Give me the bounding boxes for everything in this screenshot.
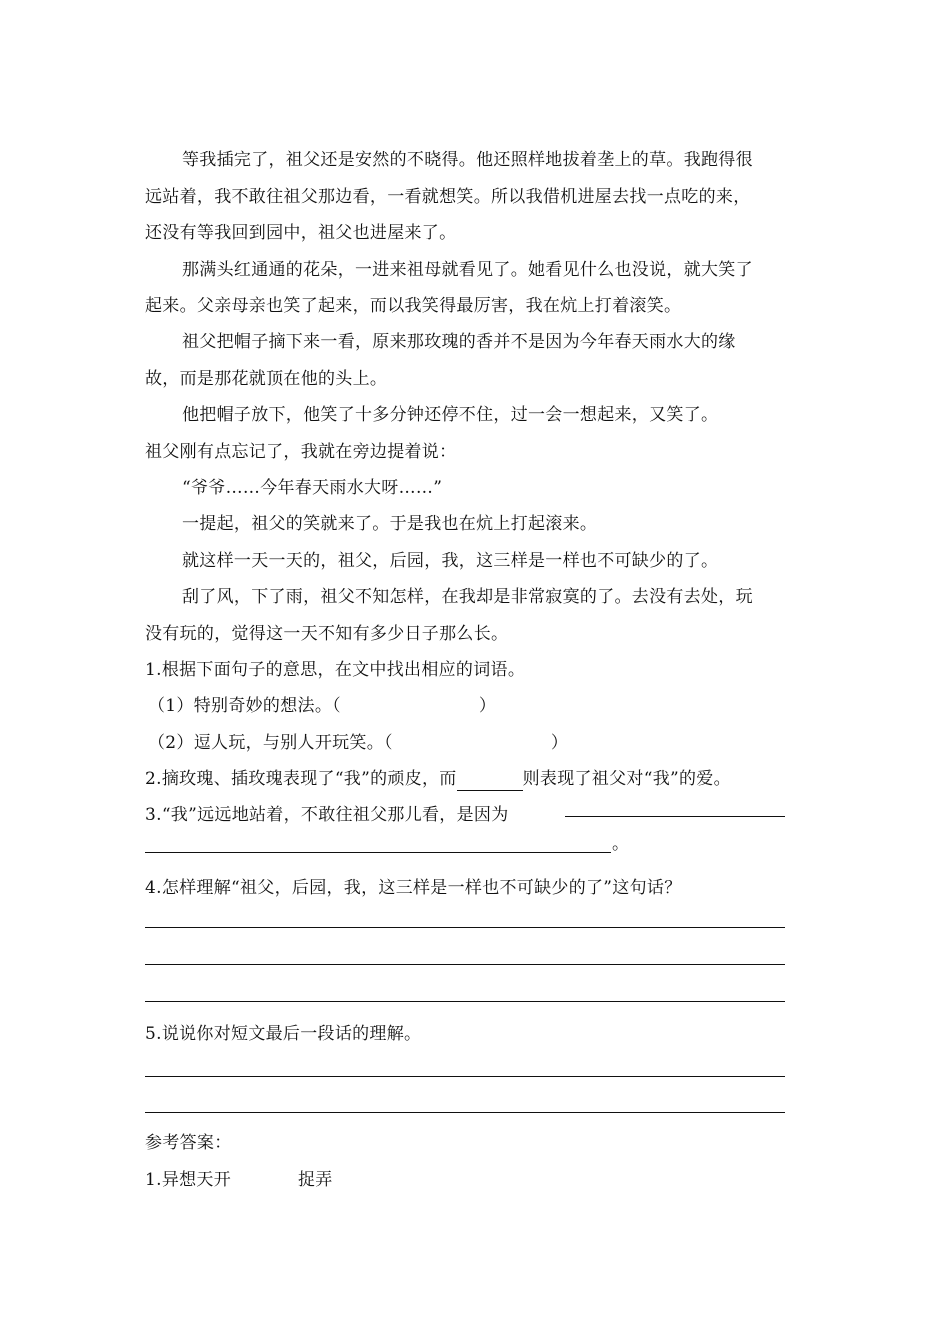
passage-line: 没有玩的，觉得这一天不知有多少日子那么长。	[145, 624, 509, 644]
answer-line-3b[interactable]	[145, 852, 611, 853]
close-paren: ）	[550, 733, 569, 753]
question-2-text-b: 则表现了祖父对“我”的爱。	[522, 769, 731, 789]
passage-line: 远站着，我不敢往祖父那边看，一看就想笑。所以我借机进屋去找一点吃的来，	[145, 187, 751, 207]
question-5: 5.说说你对短文最后一段话的理解。	[145, 1024, 422, 1044]
question-1: 1.根据下面句子的意思，在文中找出相应的词语。	[145, 660, 526, 680]
question-3: 3.“我”远远地站着，不敢往祖父那儿看，是因为	[145, 805, 509, 825]
passage-line: 等我插完了，祖父还是安然的不晓得。他还照样地拔着垄上的草。我跑得很	[182, 150, 753, 170]
passage-line: 就这样一天一天的，祖父，后园，我，这三样是一样也不可缺少的了。	[182, 551, 719, 571]
question-1-2-text: （2）逗人玩，与别人开玩笑。（	[148, 733, 393, 753]
answer-1a: 1.异想天开	[145, 1170, 232, 1190]
passage-line: 还没有等我回到园中，祖父也进屋来了。	[145, 223, 457, 243]
passage-line: 故，而是那花就顶在他的头上。	[145, 369, 388, 389]
passage-line: “爷爷……今年春天雨水大呀……”	[182, 478, 443, 498]
question-2-text-a: 2.摘玫瑰、插玫瑰表现了“我”的顽皮，而	[145, 769, 457, 789]
period: 。	[612, 834, 630, 854]
answer-1b: 捉弄	[298, 1170, 333, 1190]
answer-line-5a[interactable]	[145, 1076, 785, 1077]
answer-blank-2[interactable]	[457, 772, 523, 791]
answers-heading: 参考答案：	[145, 1133, 232, 1153]
passage-line: 刮了风，下了雨，祖父不知怎样，在我却是非常寂寞的了。去没有去处，玩	[182, 587, 753, 607]
answer-line-4a[interactable]	[145, 927, 785, 928]
answer-line-4c[interactable]	[145, 1001, 785, 1002]
question-1-1-text: （1）特别奇妙的想法。（	[148, 696, 341, 716]
question-2	[145, 767, 731, 791]
passage-line: 那满头红通通的花朵，一进来祖母就看见了。她看见什么也没说，就大笑了	[182, 260, 753, 280]
answer-line-5b[interactable]	[145, 1112, 785, 1113]
question-1-2	[148, 731, 568, 755]
passage-line: 祖父刚有点忘记了，我就在旁边提着说：	[145, 442, 457, 462]
passage-line: 起来。父亲母亲也笑了起来，而以我笑得最厉害，我在炕上打着滚笑。	[145, 296, 682, 316]
close-paren: ）	[478, 696, 497, 716]
answer-line-3a[interactable]	[565, 816, 785, 817]
passage-line: 祖父把帽子摘下来一看，原来那玫瑰的香并不是因为今年春天雨水大的缘	[182, 332, 736, 352]
answer-line-4b[interactable]	[145, 964, 785, 965]
question-4: 4.怎样理解“祖父，后园，我，这三样是一样也不可缺少的了”这句话？	[145, 878, 682, 898]
passage-line: 一提起，祖父的笑就来了。于是我也在炕上打起滚来。	[182, 514, 598, 534]
question-1-1	[148, 694, 496, 718]
passage-line: 他把帽子放下，他笑了十多分钟还停不住，过一会一想起来，又笑了。	[182, 405, 719, 425]
